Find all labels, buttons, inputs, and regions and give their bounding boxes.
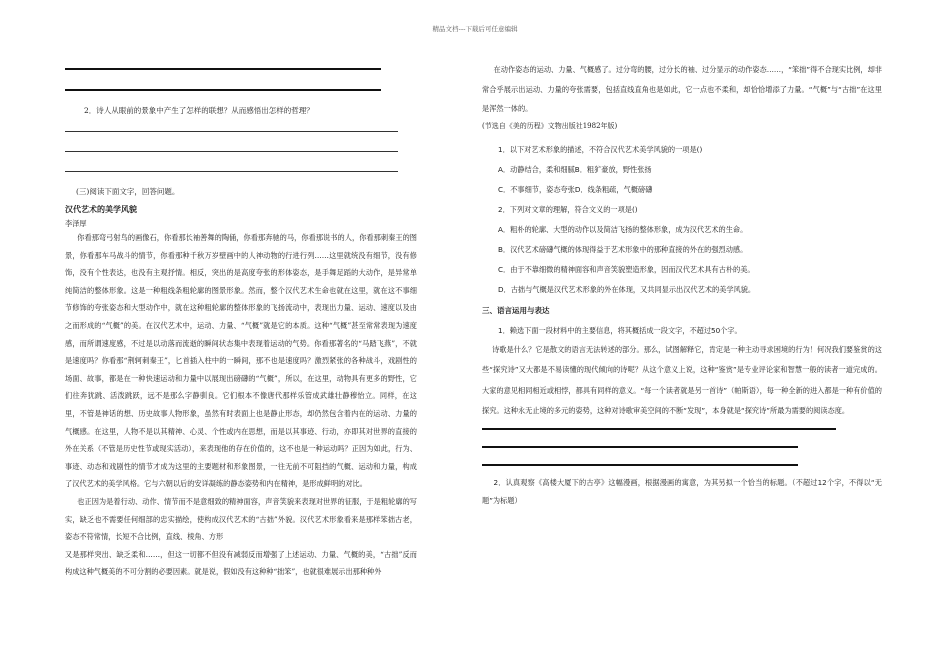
- answer-line[interactable]: [65, 89, 381, 91]
- question-2: 2．诗人从眼前的景象中产生了怎样的联想？从而感悟出怎样的哲理？: [84, 106, 314, 115]
- article-continuation: 在动作姿态的运动、力量、气概感了。过分弯的腰，过分长的袖、过分显示的动作姿态……，“笨拙”得不合现实比例，却非常合乎展示出运动、力量的夸张需要，包括直线直角也是如此，它一点也不柔和，却恰恰增添了力量。“气概”与“古拙”在这里是浑然一体的。: [482, 65, 882, 114]
- question-1: 1．以下对艺术形象的描述，不符合汉代艺术美学风貌的一项是(): [498, 144, 703, 154]
- q2-option[interactable]: C．由于不靠细微的精神面容和声音笑貌塑造形象，因而汉代艺术具有古朴的美。: [498, 264, 755, 274]
- q2-option[interactable]: D．古拙与气概是汉代艺术形象的外在体现，又共同显示出汉代艺术的美学风貌。: [498, 284, 756, 294]
- section-language-heading: 三、语言运用与表达: [482, 305, 550, 315]
- header-note: 精品文档---下载后可任意编辑: [432, 25, 518, 33]
- article-paragraph-2: 也正因为是着行动、动作、情节而不是意细致的精神面容，声音笑貌来表现对世界的征服，于是粗轮廓的写实，缺乏也不需要任何细部的忠实描绘，使构成汉代艺术的“古拙”外貌。汉代艺术形象看来是那样笨拙古老，姿态不符常情，长短不合比例，直线、棱角、方形: [65, 496, 417, 542]
- answer-line[interactable]: [482, 446, 798, 448]
- answer-line[interactable]: [65, 131, 398, 132]
- language-material: 诗歌是什么？它是散文的语言无法转述的部分。那么，试图解释它，肯定是一种主动寻求困境的行为！何况我们要鉴赏的这些“探究诗”又大都是不易读懂的现代倾向的诗呢？从这个意义上说，这种“鉴赏”是专业评论家和智慧一般的读者一道完成的。大家的意见相同相近或相悖，都具有同样的意义。“每一个读者就是另一首诗”（帕斯语），每一种全新的进入都是一种有价值的探究。这种永无止境的多元的姿势，这种对诗歌审美空间的不断“发现”，本身就是“探究诗”所最为需要的阅读态度。: [482, 344, 882, 416]
- answer-line[interactable]: [65, 151, 398, 152]
- answer-line[interactable]: [65, 68, 381, 70]
- article-paragraph-1: 你看那弯弓射鸟的画像石，你看那长袖善舞的陶俑，你看那奔驰的马，你看那说书的人，你看那刺秦王的图景，你看那车马战斗的情节，你看那种千秋万岁壁画中的人神动物的行进行列……这里就统没有细节，没有修饰，没有个性表达，也没有主观抒情。相反，突出的是高度夸张的形体姿态，是手舞足蹈的大动作，是异常单纯简洁的整体形象。这是一种粗线条粗轮廓的图景形象。然而，整个汉代艺术生命也就在这里，就在这不事细节修饰的夸张姿态和大型动作中，就在这种粗轮廓的整体形象的飞扬流动中，表现出力量、运动、速度以及由之而形成的“气概”的美。在汉代艺术中，运动、力量、“气概”就是它的本质。这种“气概”甚至常常表现为速度感，而所谓速度感，不过是以动落而流逝的瞬间状态集中表现着运动的气势。你看那著名的“马踏飞燕”，不就是速度吗？你看那“荆轲刺秦王”，匕首插入柱中的一瞬间，那不也是速度吗？激烈紧张的各种战斗，戏剧性的场面、故事，都是在一种快速运动和力量中以展现出磅礴的“气概”，所以，在这里，动物具有更多的野性，它们往奔犹跳、活泼跳跃，远不是那么字静驯良。它们根本不像唐代那样乐管成武雄壮静穆怡立。同样，在这里，不管是神话的想、历史故事人物形象，虽然有时表面上也是静止形态，却仍然包含着内在的运动、力量的气概感。在这里，人物不是以其精神、心灵、个性或内在思想，而是以其事迹、行动，亦即其对世界的直接的外在关系（不管是历史性节或现实活动），来表现他的存在价值的，这不也是一种运动吗？正因为如此，行为、事迹、动态和戏剧性的情节才成为这里的主要题材和形象图景，一往无前不可阻挡的气概、运动和力量，构成了汉代艺术的美学风格。它与六朝以后的安详凝练的静态姿势和内在精神，是形成鲜明的对比。: [65, 233, 417, 489]
- q2-option[interactable]: A．粗朴的轮廓、大型的动作以及简洁飞扬的整体形象，成为汉代艺术的生命。: [498, 224, 748, 234]
- language-question-2: 2．认真观察《高楼大厦下的古亭》这幅漫画，根据漫画的寓意，为其另拟一个恰当的标题。（不超过12个字，不得以“无题”为标题）: [482, 477, 882, 505]
- answer-line[interactable]: [482, 464, 798, 466]
- answer-line[interactable]: [482, 428, 836, 430]
- article-title: 汉代艺术的美学风貌: [65, 205, 137, 214]
- q2-option[interactable]: B．汉代艺术磅礴气概的体现得益于艺术形象中的那种直接的外在的强烈动感。: [498, 244, 748, 254]
- section-3-heading: (三)阅读下面文字，回答问题。: [76, 187, 180, 196]
- q1-option[interactable]: A．动静结合，柔和细腻B．粗犷豪放，野性张扬: [498, 164, 652, 174]
- question-2: 2．下列对文章的理解，符合文义的一项是(): [498, 204, 638, 214]
- language-question-1: 1．赖选下面一段材料中的主要信息，将其概括成一段文字，不超过50个字。: [498, 325, 742, 335]
- article-author: 李泽厚: [65, 219, 87, 228]
- article-source: (节选自《美的历程》文物出版社1982年版): [482, 121, 618, 130]
- answer-line[interactable]: [65, 171, 398, 172]
- q1-option[interactable]: C．不事细节，姿态夸张D．线条粗疏，气概磅礴: [498, 184, 653, 194]
- article-paragraph-3: 又是那样突出、缺乏柔和……，但这一切都不但没有减弱反而增强了上述运动、力量、气概的美，“古拙”反而构成这种气概美的不可分割的必要因素。就是说，假如没有这种种“拙笨”，也就很难展示出那种种外: [65, 549, 417, 577]
- right-column: [482, 55, 882, 510]
- left-column: [65, 55, 417, 581]
